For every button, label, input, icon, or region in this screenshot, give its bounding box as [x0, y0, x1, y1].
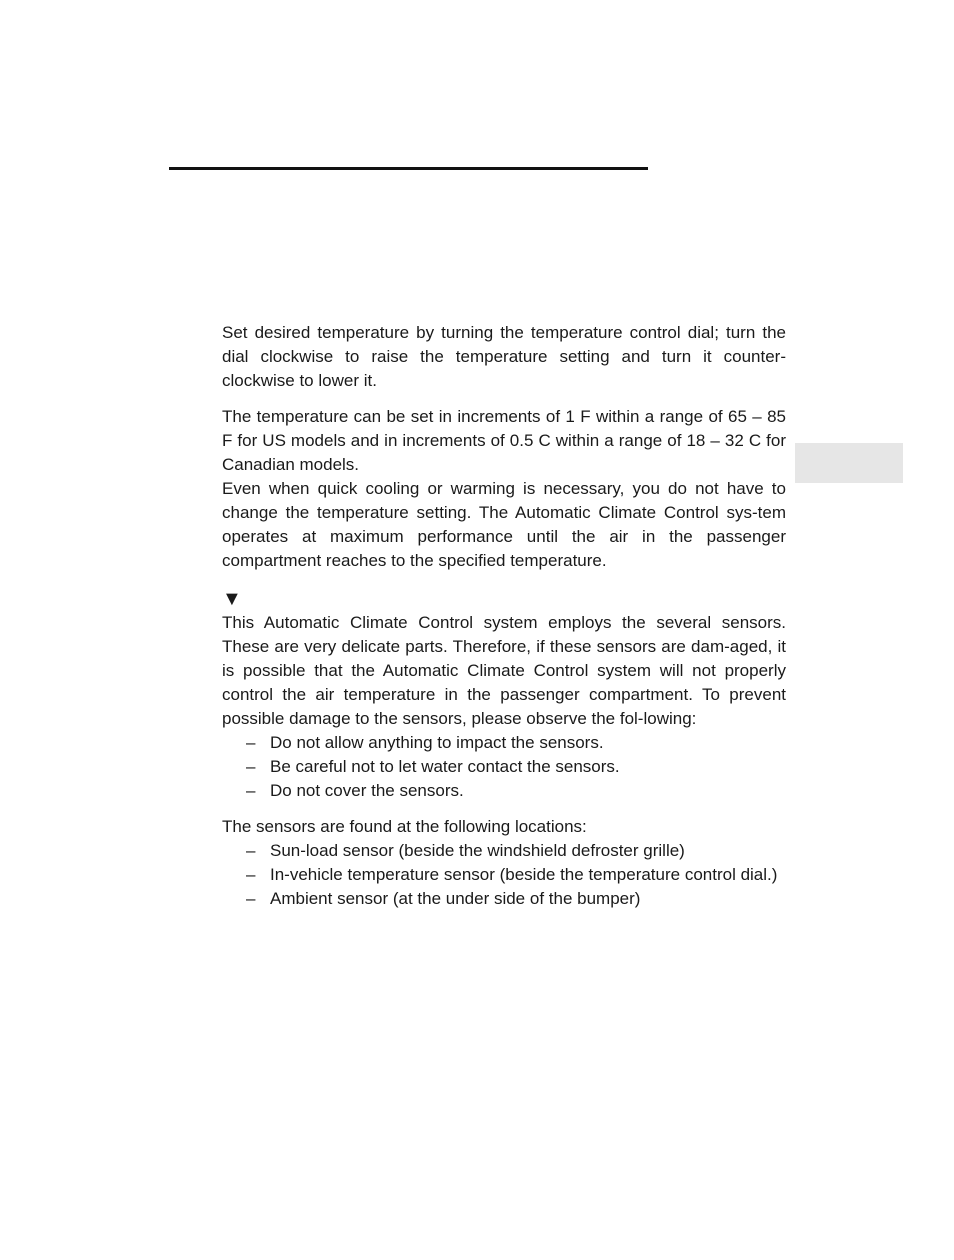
- paragraph-set-temperature: Set desired temperature by turning the temperature control dial; turn the dial clockwise to raise the temperature setting and turn it counter-clockwise to lower it.: [222, 323, 786, 390]
- dash-marker: –: [246, 781, 256, 800]
- dash-marker: –: [246, 757, 256, 776]
- body-text: [222, 321, 786, 911]
- list-item: – Be careful not to let water contact the sensors.: [222, 755, 786, 779]
- chapter-tab: [795, 443, 903, 483]
- section-rule: [169, 167, 648, 170]
- paragraph-sensor-locations: The sensors are found at the following locations:: [222, 817, 587, 836]
- list-item: – Sun-load sensor (beside the windshield defroster grille): [222, 839, 786, 863]
- list-item: – Ambient sensor (at the under side of the bumper): [222, 887, 786, 911]
- warning-triangle-icon: ▼: [222, 588, 242, 610]
- dash-marker: –: [246, 865, 256, 884]
- paragraph-sensor-caution: This Automatic Climate Control system employs the several sensors. These are very delicate parts. Therefore, if these sensors are dam-aged, it is possible that the Automatic Climate Control system will not properly control the air temperature in the passenger compartment. To prevent possible damage to the sensors, please observe the fol-lowing:: [222, 613, 786, 728]
- paragraph-temperature-range: The temperature can be set in increments of 1 F within a range of 65 – 85 F for US models and in increments of 0.5 C within a range of 18 – 32 C for Canadian models.: [222, 407, 786, 474]
- dash-marker: –: [246, 733, 256, 752]
- paragraph-quick-cooling: Even when quick cooling or warming is necessary, you do not have to change the temperature setting. The Automatic Climate Control sys-tem operates at maximum performance until the air in the passenger compartment reaches to the specified temperature.: [222, 479, 786, 570]
- list-item: – Do not allow anything to impact the sensors.: [222, 731, 786, 755]
- dash-marker: –: [246, 889, 256, 908]
- list-item: – Do not cover the sensors.: [222, 779, 786, 803]
- dash-marker: –: [246, 841, 256, 860]
- list-item: – In-vehicle temperature sensor (beside the temperature control dial.): [246, 863, 786, 887]
